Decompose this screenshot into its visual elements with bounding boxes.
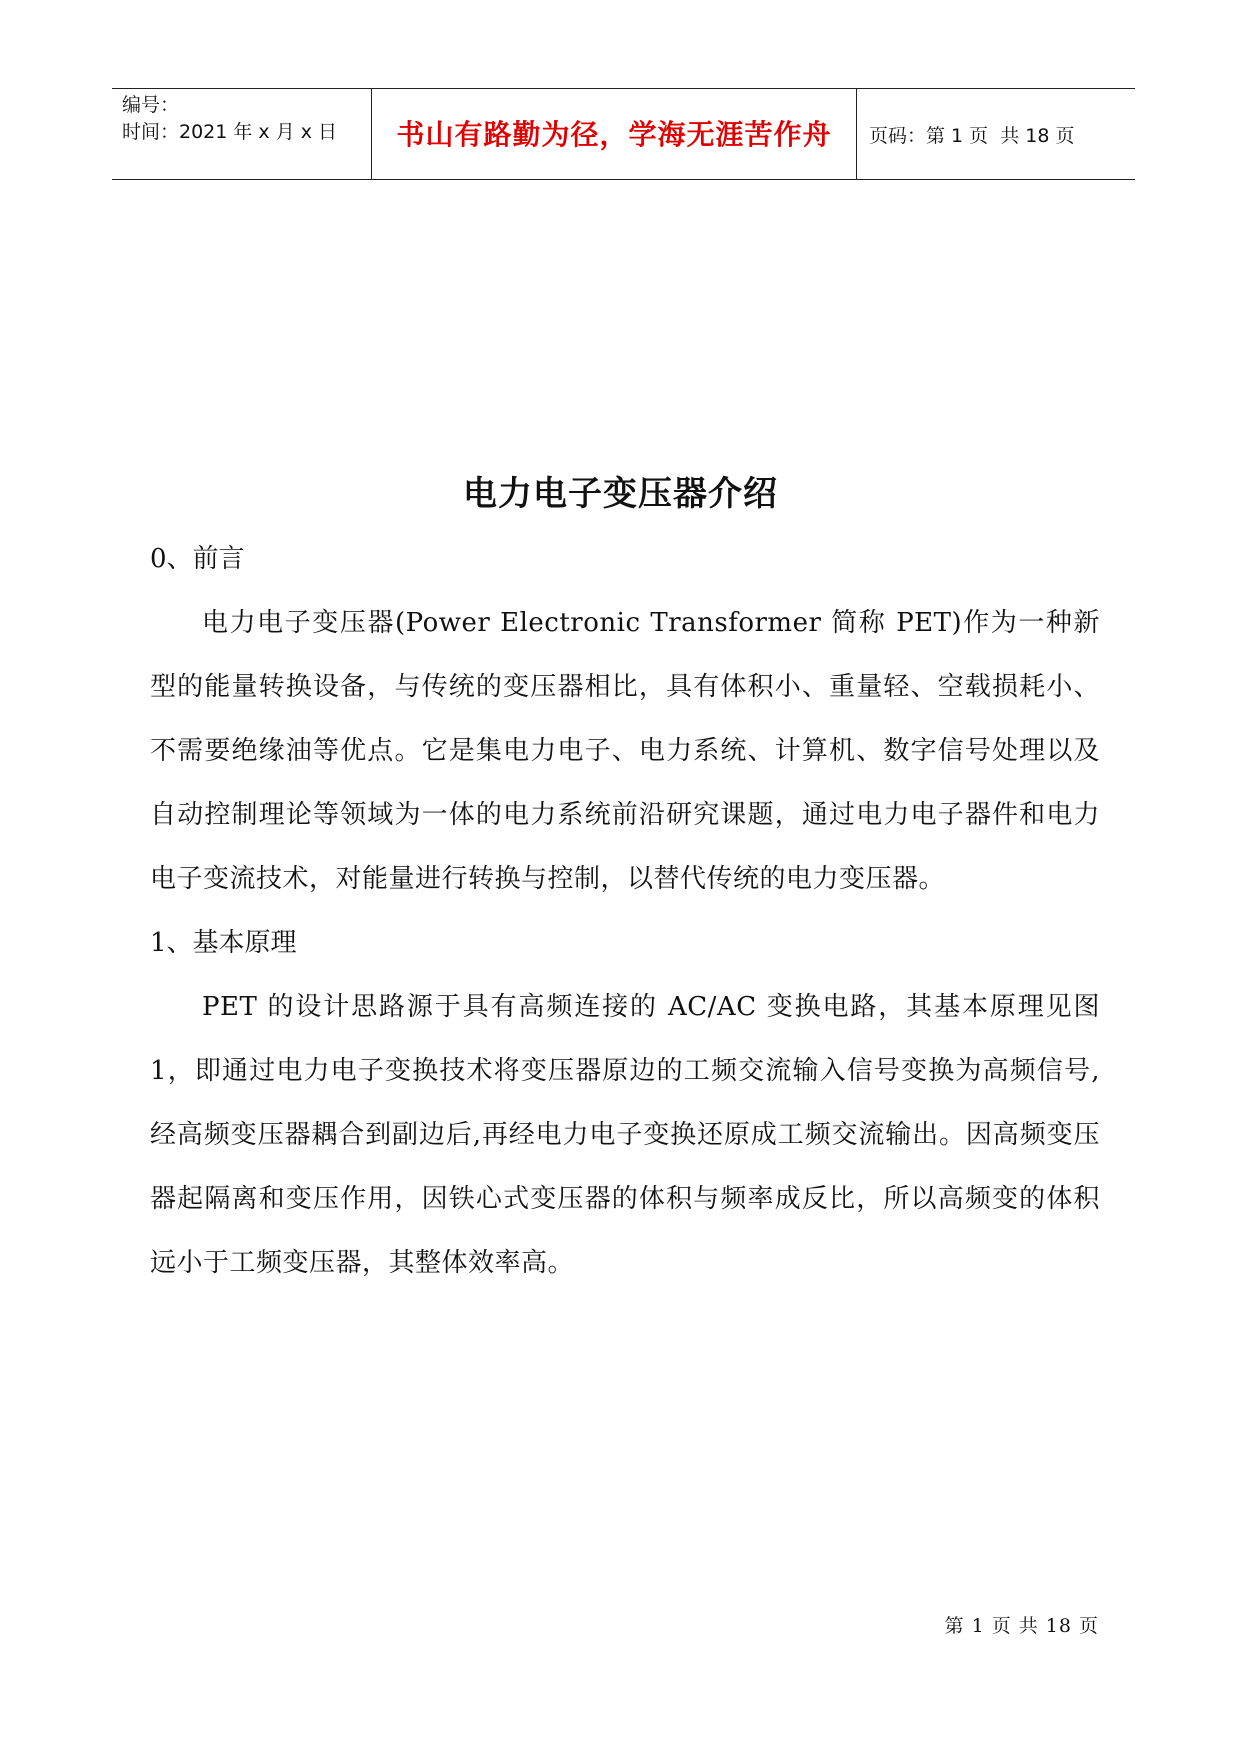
header-page-label: 页码：第 1 页 共 18 页 bbox=[869, 124, 1075, 147]
section-paragraph: PET 的设计思路源于具有高频连接的 AC/AC 变换电路，其基本原理见图 1，即通过电力电子变换技术将变压器原边的工频交流输入信号变换为高频信号,经高频变压器耦合到副边后,再经电力电子变换还原成工频交流输出。因高频变压器起隔离和变压作用，因铁心式变压器的体积与频率成反比，所以高频变的体积远小于工频变压器，其整体效率高。 bbox=[150, 992, 1100, 1278]
motto-text: 书山有路勤为径，学海无涯苦作舟 bbox=[396, 118, 832, 151]
header-table bbox=[112, 88, 1135, 180]
section-heading: 1、基本原理 bbox=[150, 928, 297, 958]
document-title: 电力电子变压器介绍 bbox=[463, 474, 778, 514]
section-heading: 0、前言 bbox=[150, 544, 245, 574]
header-meta-cell bbox=[112, 89, 372, 179]
header-page-cell bbox=[857, 89, 1135, 179]
header-motto-cell bbox=[372, 89, 857, 179]
date-label: 时间：2021 年 x 月 x 日 bbox=[122, 121, 338, 143]
footer-page-info: 第 1 页 共 18 页 bbox=[944, 1615, 1099, 1637]
section-preface bbox=[150, 527, 1100, 911]
serial-number-label: 编号： bbox=[122, 94, 180, 116]
document-body bbox=[150, 527, 1100, 1295]
section-basic-principle bbox=[150, 911, 1100, 1295]
section-paragraph: 电力电子变压器(Power Electronic Transformer 简称 PET)作为一种新型的能量转换设备，与传统的变压器相比，具有体积小、重量轻、空载损耗小、不需要绝缘油等优点。它是集电力电子、电力系统、计算机、数字信号处理以及自动控制理论等领域为一体的电力系统前沿研究课题，通过电力电子器件和电力电子变流技术，对能量进行转换与控制，以替代传统的电力变压器。 bbox=[150, 608, 1100, 894]
